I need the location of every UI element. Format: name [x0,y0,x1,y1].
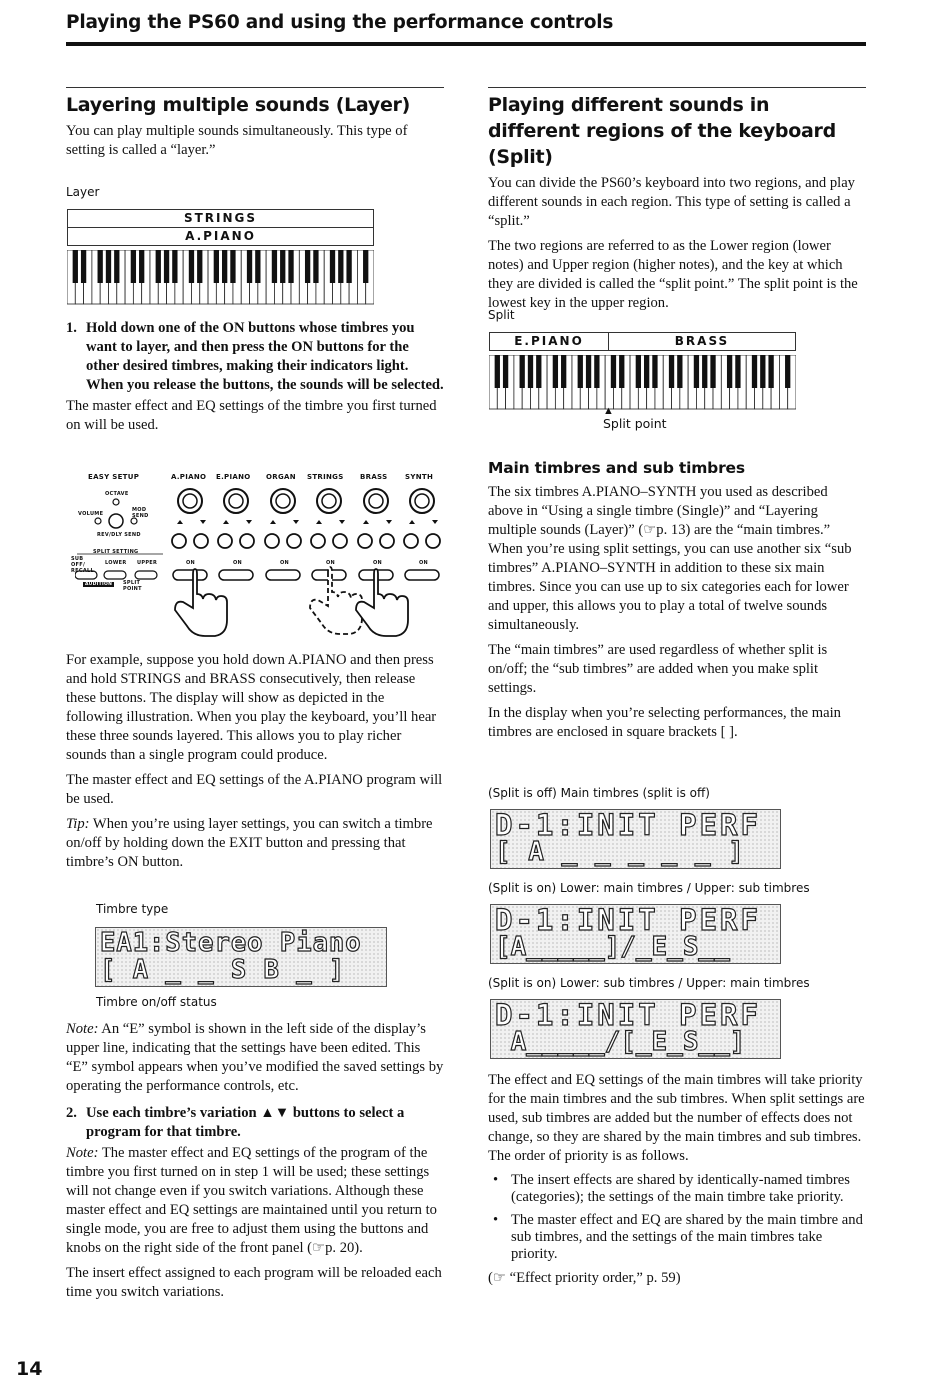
black-key [338,250,343,283]
left-body-1 [66,651,444,878]
black-key [611,355,616,388]
split-para-1: You can divide the PS60’s keyboard into two regions, and play different sounds in each region. This type of setting is called a “split.” [488,175,855,229]
black-key [131,250,136,283]
split-heading: Playing different sounds in different regions of the keyboard (Split) [488,94,836,168]
lcd-layer-display [95,927,387,987]
step-2: 2. Use each timbre’s variation ▲▼ buttons to select a program for that timbre. [66,1105,405,1140]
variation-up-icon [200,520,206,524]
variation-up-icon [293,520,299,524]
variation-button-left [358,534,372,548]
variation-button-right [287,534,301,548]
left-column [66,87,444,166]
split-point-arrow-icon: ▲ [603,405,614,417]
lcd-split-off-line-1: D-1:INIT PERF [495,808,761,842]
black-key [197,250,202,283]
black-key [644,355,649,388]
black-key [114,250,119,283]
variation-down-icon [177,520,183,524]
black-key [760,355,765,388]
on-label-5: ON [373,560,383,566]
black-key [710,355,715,388]
variation-button-left [311,534,325,548]
layer-region-strings: STRINGS [67,209,374,228]
black-key [594,355,599,388]
lower-label: LOWER [105,560,127,566]
step-1-after: The master effect and EQ settings of the timbre you first turned on will be used. [66,398,437,433]
timbre-knob-icon [271,489,295,513]
note-2: Note: The master effect and EQ settings of the program of the timbre you first turned on in step 1 will be used; these settings will not change even if you switch variations. Although these master effect and EQ settings are maintained until you return to single mode, you are free to adjust them using the buttons and knobs on the right side of the front panel (☞p. 20). [66,1145,437,1256]
variation-down-icon [363,520,369,524]
variation-down-icon [270,520,276,524]
variation-button-right [426,534,440,548]
lcd-split-off [490,809,781,869]
split-para-4: The “main timbres” are used regardless of whether split is on/off; the “sub timbres” are added when you make split settings. [488,642,828,696]
black-key [139,250,144,283]
step-1-block [66,319,444,441]
bullet-2: • The master effect and EQ are shared by the main timbre and sub timbres, and the settings of the main timbres take priority. [493,1212,863,1262]
mod-send-label: MOD SEND [132,507,149,519]
black-key [106,250,111,283]
black-key [313,250,318,283]
note-1: Note: An “E” symbol is shown in the left side of the display’s upper line, indicating that the settings have been edited. This “E” symbol appears when you’ve modified the saved settings by operating the performance controls, etc. [66,1021,444,1094]
variation-button-right [333,534,347,548]
variation-button-right [240,534,254,548]
black-key [346,250,351,283]
black-key [553,355,558,388]
split-region-epiano: E.PIANO [490,333,609,350]
timbre-label-epiano: E.PIANO [216,473,251,481]
split-region-bar [489,332,796,351]
variation-button-right [194,534,208,548]
layer-caption: Layer [66,185,100,199]
black-key [694,355,699,388]
layer-region-apiano: A.PIANO [67,228,374,246]
variation-button-left [218,534,232,548]
black-key [172,250,177,283]
black-key [272,250,277,283]
black-key [330,250,335,283]
split-para-6: The effect and EQ settings of the main timbres will take priority for the main timbres and the sub timbres. When split settings are used, sub timbres are added but the number of effects does not change, so they are shared by the main timbres and sub timbres. The order of priority is as follows. [488,1072,865,1164]
running-header [66,12,866,46]
lcd-caption-1: (Split is off) Main timbres (split is off) [488,786,710,800]
on-button [219,570,253,580]
lcd-split-on-main-upper [490,999,781,1059]
lower-button [104,571,126,579]
master-paragraph: The master effect and EQ settings of the A.PIANO program will be used. [66,772,443,807]
black-key [81,250,86,283]
variation-up-icon [432,520,438,524]
black-key [586,355,591,388]
front-panel-graphics [75,470,445,640]
timbre-label-brass: BRASS [360,473,388,481]
timbre-knob-icon [410,489,434,513]
black-key [214,250,219,283]
timbre-controls [172,489,440,580]
black-key [561,355,566,388]
timbre-knob-icon [178,489,202,513]
mod-led [131,518,137,524]
black-key [288,250,293,283]
upper-label: UPPER [137,560,158,566]
black-key [280,250,285,283]
black-key [727,355,732,388]
black-key [669,355,674,388]
split-para-5: In the display when you’re selecting performances, the main timbres are enclosed in square brackets [ ]. [488,705,841,740]
on-label-1: ON [186,560,196,566]
black-key [619,355,624,388]
on-label-6: ON [419,560,429,566]
layer-keyboard [67,250,374,305]
black-key [735,355,740,388]
left-body-2 [66,1020,444,1308]
page-number: 14 [16,1358,43,1380]
black-key [752,355,757,388]
black-key [520,355,525,388]
right-body-2 [488,1071,866,1294]
on-button [266,570,300,580]
black-key [578,355,583,388]
black-key [255,250,260,283]
upper-button [135,571,157,579]
insert-paragraph: The insert effect assigned to each program will be reloaded each time you switch variations. [66,1265,442,1300]
lcd-layer-line-1: EA1:Stereo Piano [100,928,362,958]
octave-label: OCTAVE [105,491,129,497]
lcd-split3-line-1: D-1:INIT PERF [495,998,761,1032]
on-label-4: ON [326,560,336,566]
on-button [405,570,439,580]
black-key [98,250,103,283]
split-setting-label: SPLIT SETTING [93,549,139,555]
black-key [677,355,682,388]
header-title: Playing the PS60 and using the performance controls [66,12,614,33]
black-key [363,250,368,283]
easy-setup-label: EASY SETUP [88,473,140,481]
variation-up-icon [246,520,252,524]
split-keyboard [489,355,796,410]
timbre-knob-icon [317,489,341,513]
split-keyboard-figure [489,332,796,410]
black-key [230,250,235,283]
split-para-2: The two regions are referred to as the Lower region (lower notes) and Upper region (higher notes), and the key at which they are divided is called the “split point.” The split point is the lowest key in the upper region. [488,238,858,311]
right-column [488,87,866,319]
black-key [536,355,541,388]
bullet-1: • The insert effects are shared by identically-named timbres (categories); the settings of the main timbre take priority. [493,1172,850,1205]
layer-heading: Layering multiple sounds (Layer) [66,94,410,116]
variation-button-left [265,534,279,548]
variation-button-right [380,534,394,548]
black-key [702,355,707,388]
black-key [636,355,641,388]
layer-keyboard-figure [67,209,374,305]
timbre-knob-icon [224,489,248,513]
sub-off-recall-label: SUB OFF/ RECALL [71,556,94,574]
main-sub-timbres-heading: Main timbres and sub timbres [488,459,745,477]
black-key [156,250,161,283]
on-label-3: ON [280,560,290,566]
lcd-split-off-line-2: [ A _ _ _ _ _ ] [495,837,745,867]
on-label-2: ON [233,560,243,566]
black-key [164,250,169,283]
timbre-onoff-caption: Timbre on/off status [96,995,217,1009]
variation-up-icon [386,520,392,524]
easy-knob-icon [109,514,123,528]
lcd-layer-line-2: [ A _ _ S B _ ] [100,955,346,985]
split-point-panel-label: SPLIT POINT [123,580,142,592]
black-key [785,355,790,388]
lcd-caption-3: (Split is on) Lower: sub timbres / Upper: main timbres [488,976,810,990]
variation-down-icon [316,520,322,524]
timbre-label-apiano: A.PIANO [171,473,207,481]
split-caption: Split [488,308,515,322]
black-key [503,355,508,388]
audition-label: AUDITION [85,582,113,587]
variation-button-left [172,534,186,548]
split-para-3: The six timbres A.PIANO–SYNTH you used as described above in “Using a single timbre (Single)” and “Layering multiple sounds (Layer)” (☞p. 13) are the “main timbres.” When you’re using split settings, you can use another six “sub timbres” A.PIANO–SYNTH in addition to these six main timbres. Since you can use up to six categories each for lower and upper, this allows you to play a total of twelve sounds simultaneously. [488,484,852,633]
octave-led [113,499,119,505]
black-key [652,355,657,388]
variation-down-icon [223,520,229,524]
black-key [495,355,500,388]
lcd-split3-line-2: A_____/[_E_S__] [495,1027,746,1057]
step-1: 1. Hold down one of the ON buttons whose timbres you want to layer, and then press the ON buttons for the other desired timbres, making their indicators light. When you release the buttons, the sounds will be selected. [66,320,444,393]
volume-label: VOLUME [78,511,104,517]
split-point-label: Split point [603,416,667,431]
black-key [305,250,310,283]
tip-paragraph: Tip: When you’re using layer settings, you can switch a timbre on/off by holding down the EXIT button and pressing that timbre’s ON button. [66,816,433,870]
lcd-split2-line-1: D-1:INIT PERF [495,903,761,937]
rev-dly-send-label: REV/DLY SEND [97,532,141,538]
black-key [222,250,227,283]
layer-intro: You can play multiple sounds simultaneously. This type of setting is called a “layer.” [66,123,408,158]
timbre-label-strings: STRINGS [307,473,344,481]
black-key [768,355,773,388]
sub-off-button [75,571,97,579]
right-body-1 [488,459,866,748]
example-paragraph: For example, suppose you hold down A.PIANO and then press and hold STRINGS and BRASS consecutively, then release these buttons. The display will show as depicted in the following illustration. When you play the keyboard, you’ll hear these three sounds layered. This allows you to play richer sounds than a single program could produce. [66,652,437,763]
variation-down-icon [409,520,415,524]
effect-priority-reference: (☞ “Effect priority order,” p. 59) [488,1270,681,1286]
variation-up-icon [339,520,345,524]
variation-button-left [404,534,418,548]
timbre-knob-icon [364,489,388,513]
black-key [528,355,533,388]
on-button [173,570,207,580]
timbre-type-caption: Timbre type [96,902,169,916]
front-panel-illustration [71,470,445,640]
tip-label: Tip: [66,816,90,832]
black-key [73,250,78,283]
lcd-caption-2: (Split is on) Lower: main timbres / Upper: sub timbres [488,881,810,895]
split-region-brass: BRASS [674,334,730,348]
timbre-label-organ: ORGAN [266,473,296,481]
black-key [247,250,252,283]
lcd-split-on-main-lower [490,904,781,964]
volume-led [95,518,101,524]
lcd-split2-line-2: [A_____]/_E_S__ [495,932,730,962]
timbre-label-synth: SYNTH [405,473,434,481]
black-key [189,250,194,283]
